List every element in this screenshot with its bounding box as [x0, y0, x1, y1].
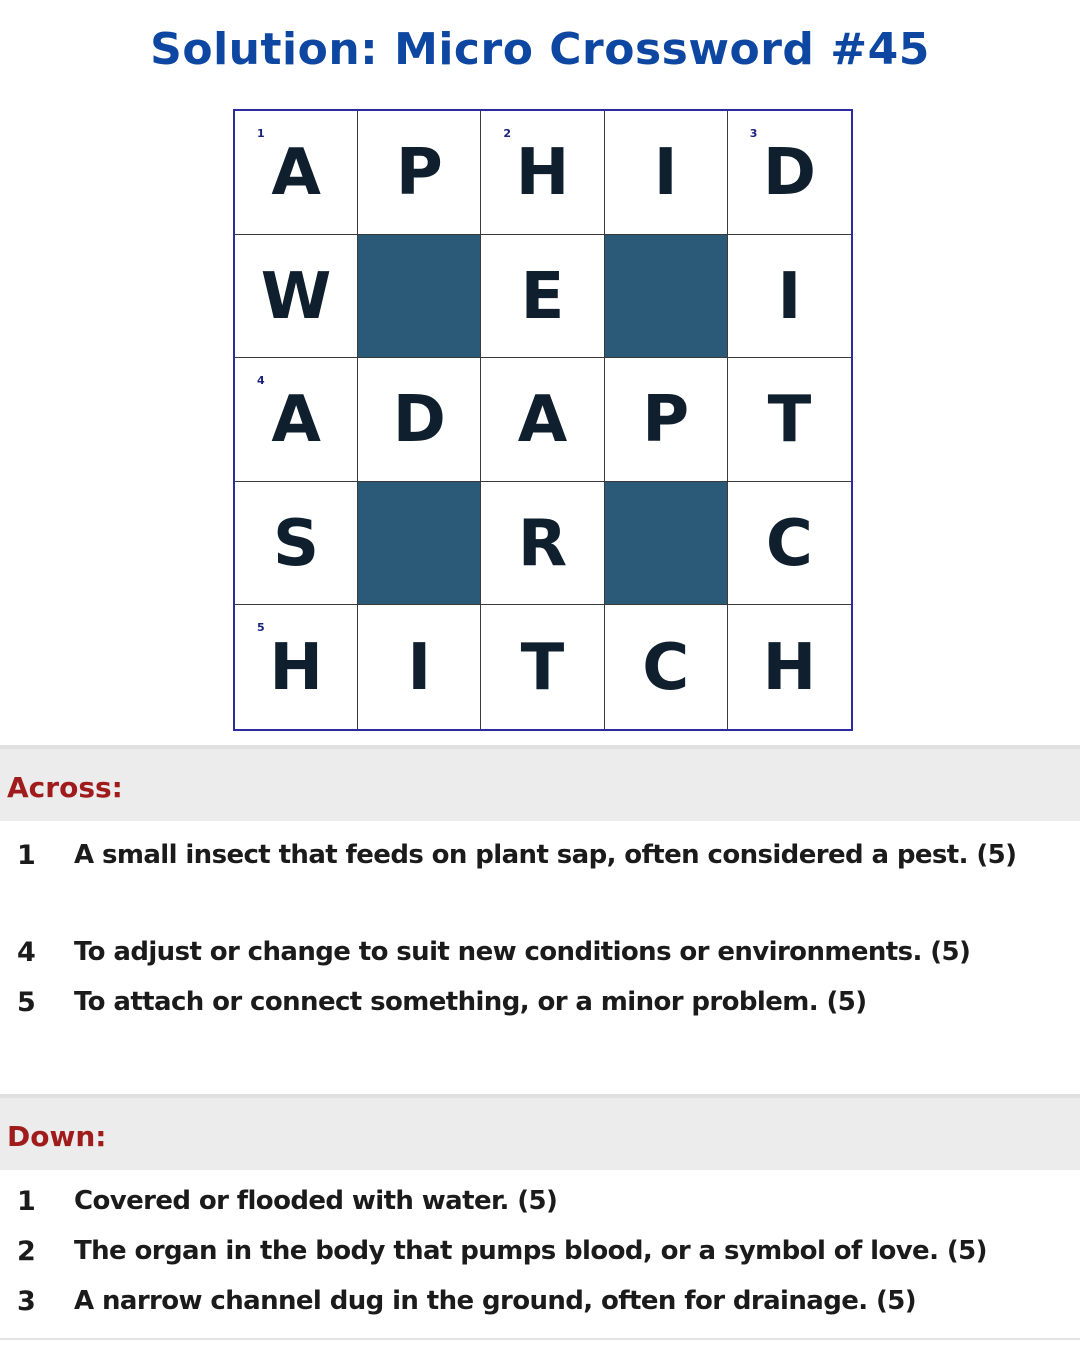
grid-cell[interactable] — [481, 605, 604, 729]
cell-letter: C — [642, 631, 690, 706]
cell-letter: H — [762, 631, 817, 706]
grid-cell[interactable] — [481, 111, 604, 235]
across-header — [0, 745, 1080, 821]
clue-text: To attach or connect something, or a minor problem. (5) — [74, 987, 867, 1017]
grid-cell[interactable] — [235, 111, 358, 235]
grid-cell[interactable] — [235, 482, 358, 606]
cell-letter: S — [273, 507, 320, 582]
cell-number: 5 — [257, 621, 265, 635]
grid-cell[interactable] — [358, 358, 481, 482]
cell-letter: D — [392, 383, 446, 458]
grid-cell[interactable] — [728, 111, 851, 235]
clue-text: Covered or flooded with water. (5) — [74, 1186, 558, 1216]
cell-letter: A — [271, 383, 321, 458]
cell-letter: T — [767, 383, 812, 458]
grid-cell[interactable] — [605, 605, 728, 729]
cell-letter: T — [520, 631, 565, 706]
down-clues — [0, 1170, 1080, 1340]
grid-cell[interactable] — [235, 358, 358, 482]
grid-cell[interactable] — [605, 358, 728, 482]
grid-block — [358, 482, 481, 606]
cell-number: 4 — [257, 374, 265, 388]
clue-text: A narrow channel dug in the ground, often for drainage. (5) — [74, 1286, 917, 1316]
grid-cell[interactable] — [481, 358, 604, 482]
grid-block — [605, 482, 728, 606]
grid-cell[interactable] — [358, 111, 481, 235]
cell-letter: I — [407, 631, 432, 706]
cell-letter: W — [260, 259, 332, 334]
cell-letter: A — [271, 136, 321, 211]
grid-cell[interactable] — [728, 235, 851, 359]
grid-cell[interactable] — [728, 605, 851, 729]
cell-letter: E — [520, 259, 565, 334]
page-title: Solution: Micro Crossword #45 — [150, 24, 930, 75]
across-heading: Across: — [7, 771, 123, 804]
grid-cell[interactable] — [605, 111, 728, 235]
grid-block — [605, 235, 728, 359]
cell-number: 1 — [257, 127, 265, 140]
clue-text: To adjust or change to suit new conditions or environments. (5) — [74, 937, 971, 967]
clue-number: 2 — [17, 1236, 36, 1267]
clue-text: The organ in the body that pumps blood, or a symbol of love. (5) — [74, 1236, 987, 1266]
grid-cell[interactable] — [358, 605, 481, 729]
grid-cell[interactable] — [728, 482, 851, 606]
clue-number: 4 — [17, 937, 36, 968]
clue-number: 5 — [17, 987, 36, 1018]
grid-cell[interactable] — [481, 235, 604, 359]
clue-text: A small insect that feeds on plant sap, often considered a pest. (5) — [74, 840, 1017, 870]
cell-number: 3 — [749, 127, 758, 140]
cell-letter: D — [762, 136, 816, 211]
down-heading: Down: — [7, 1120, 107, 1153]
across-clues — [0, 821, 1080, 1096]
grid-cell[interactable] — [235, 235, 358, 359]
clue-number: 1 — [17, 840, 36, 871]
cell-letter: C — [765, 507, 813, 582]
down-header — [0, 1094, 1080, 1170]
clue-number: 1 — [17, 1186, 36, 1217]
crossword-grid — [233, 109, 853, 731]
cell-letter: P — [642, 383, 690, 458]
grid-cell[interactable] — [235, 605, 358, 729]
cell-letter: I — [653, 136, 678, 211]
cell-letter: H — [515, 136, 570, 211]
cell-number: 2 — [503, 127, 512, 140]
cell-letter: P — [395, 136, 443, 211]
grid-cell[interactable] — [728, 358, 851, 482]
cell-letter: H — [269, 631, 323, 706]
cell-letter: I — [777, 259, 802, 334]
cell-letter: R — [517, 507, 568, 582]
grid-cell[interactable] — [481, 482, 604, 606]
cell-letter: A — [517, 383, 568, 458]
grid-block — [358, 235, 481, 359]
clue-number: 3 — [17, 1286, 36, 1317]
